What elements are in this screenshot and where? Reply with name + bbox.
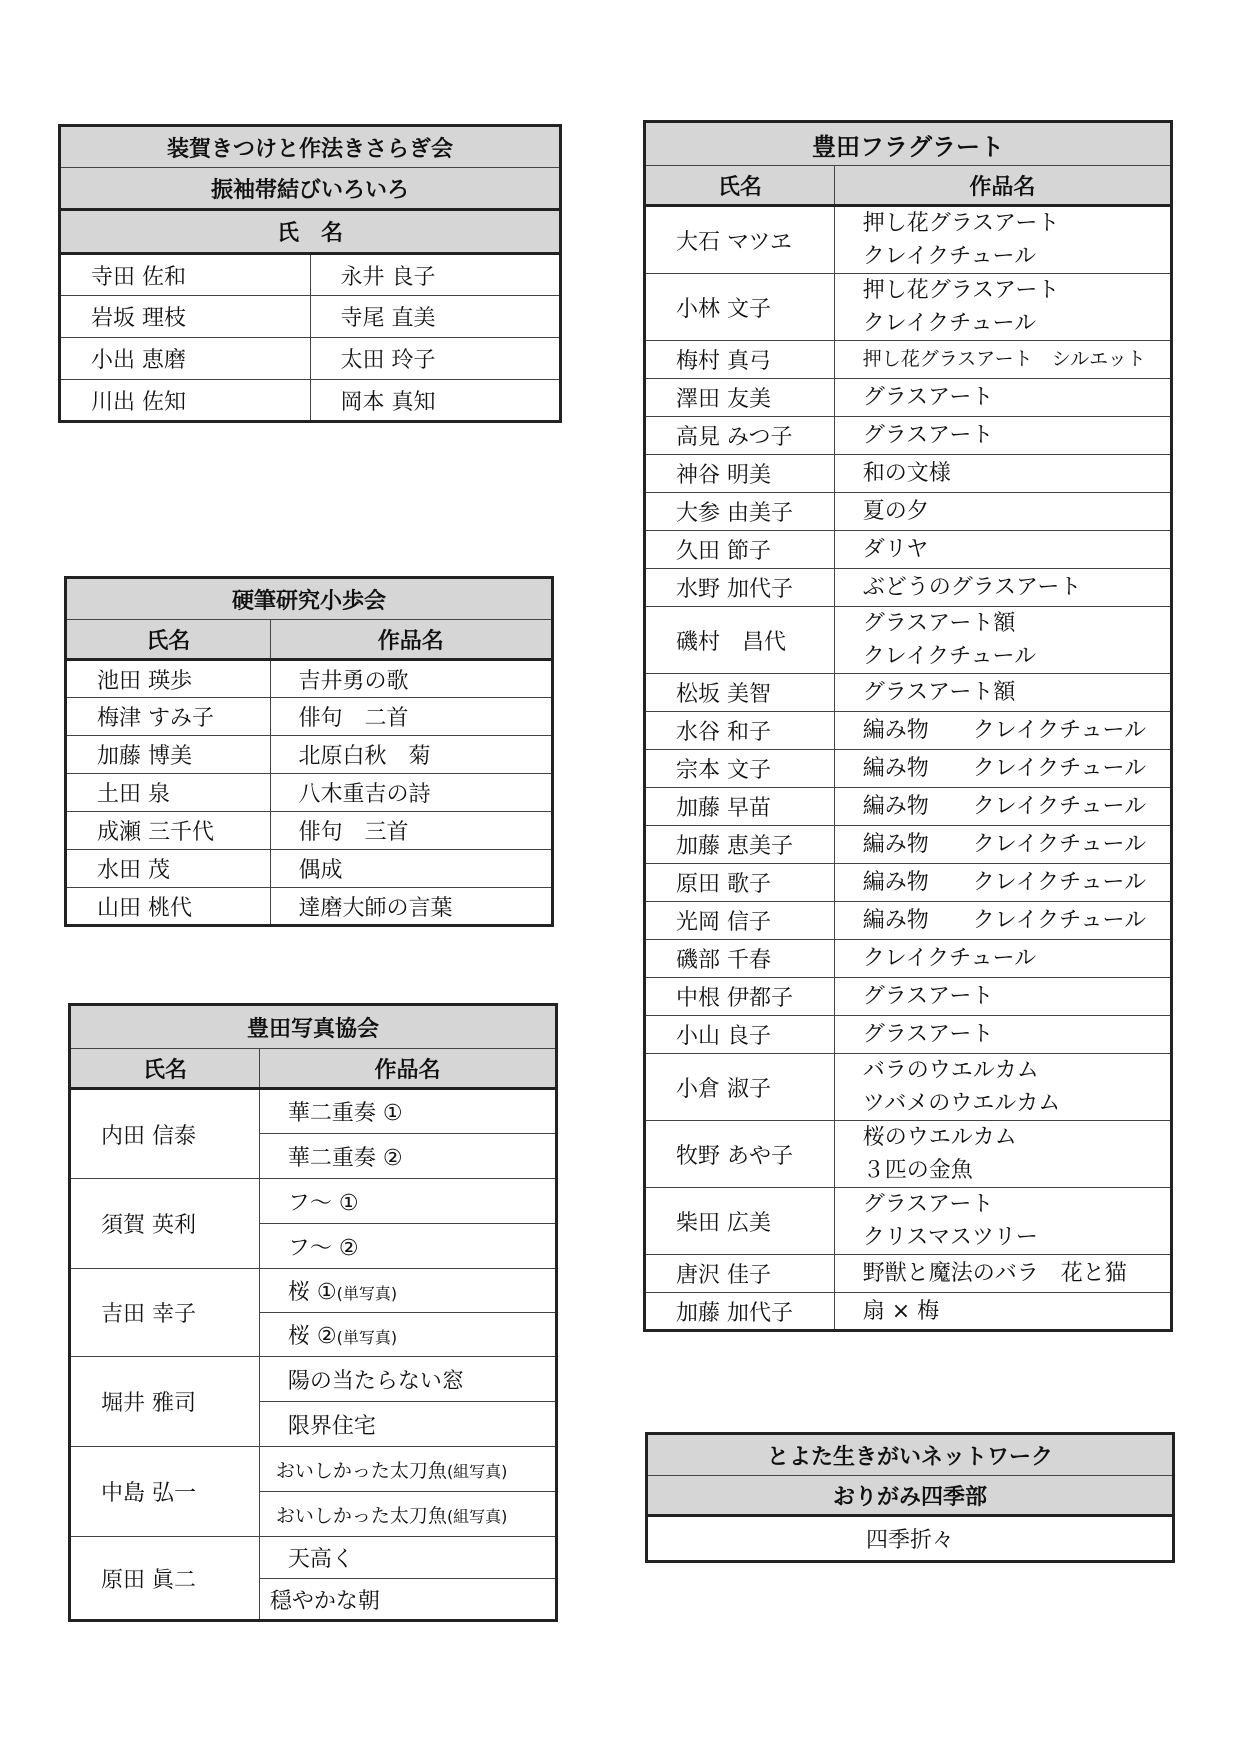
work-main: フ～ ①: [287, 1190, 359, 1216]
work-title: [834, 531, 1171, 569]
member-name: 中根 伊都子: [645, 978, 835, 1016]
work-title: 達磨大師の言葉: [270, 888, 552, 926]
table-row: [645, 274, 1172, 341]
member-name: 川出 佐知: [60, 380, 311, 422]
kitsuke-table: [58, 124, 562, 423]
member-name: 水田 茂: [66, 850, 271, 888]
member-name: 加藤 博美: [66, 736, 271, 774]
work-title: 四季折々: [647, 1516, 1174, 1562]
member-name: 加藤 加代子: [645, 1293, 835, 1331]
work-note: (組写真): [446, 1461, 508, 1481]
member-name: 太田 玲子: [310, 338, 561, 380]
work-title: [834, 674, 1171, 712]
member-name: 池田 瑛歩: [66, 660, 271, 698]
work-title: [259, 1357, 556, 1402]
work-line: 扇 × 梅: [862, 1298, 940, 1324]
table-row: [645, 607, 1172, 674]
work-title: [834, 379, 1171, 417]
work-title: [259, 1224, 556, 1269]
work-title: [259, 1579, 556, 1621]
work-title: [834, 455, 1171, 493]
work-title: 俳句 三首: [270, 812, 552, 850]
table-row: [645, 1121, 1172, 1188]
member-name: 小倉 淑子: [645, 1054, 835, 1121]
table-row: [645, 1255, 1172, 1293]
work-main: 限界住宅: [287, 1413, 376, 1439]
work-title: 俳句 二首: [270, 698, 552, 736]
work-title: [834, 1293, 1171, 1331]
work-main: 華二重奏 ①: [287, 1101, 403, 1126]
work-title: [259, 1537, 556, 1579]
member-name: 宗本 文子: [645, 750, 835, 788]
work-title: [259, 1402, 556, 1447]
photo-title: 豊田写真協会: [70, 1005, 557, 1049]
work-main: 華二重奏 ②: [287, 1145, 403, 1171]
work-line: ３匹の金魚: [862, 1158, 973, 1183]
table-row: [645, 1054, 1172, 1121]
member-name: 吉田 幸子: [70, 1269, 260, 1357]
work-title: 八木重吉の詩: [270, 774, 552, 812]
member-name: 永井 良子: [310, 254, 561, 296]
table-row: [645, 493, 1172, 531]
member-name: 岡本 真知: [310, 380, 561, 422]
table-row: [645, 978, 1172, 1016]
work-title: 北原白秋 菊: [270, 736, 552, 774]
member-name: 磯部 千春: [645, 940, 835, 978]
member-name: 大石 マツヱ: [645, 206, 835, 274]
table-row: [645, 379, 1172, 417]
table-row: [645, 826, 1172, 864]
work-line: クレイクチュール: [862, 946, 1037, 971]
kitsuke-subtitle: 振袖帯結びいろいろ: [60, 168, 561, 210]
work-line: 桜のウエルカム: [862, 1125, 1017, 1150]
work-title: [259, 1089, 556, 1134]
member-name: 磯村 昌代: [645, 607, 835, 674]
kitsuke-header-name: 氏 名: [60, 210, 561, 254]
member-name: 小山 良子: [645, 1016, 835, 1054]
work-line: ツバメのウエルカム: [862, 1091, 1061, 1116]
fragrart-title: 豊田フラグラート: [645, 122, 1172, 166]
table-row: [645, 902, 1172, 940]
work-title: [834, 493, 1171, 531]
work-title: [834, 1188, 1171, 1255]
work-title: [834, 607, 1171, 674]
work-title: [834, 569, 1171, 607]
work-line: 編み物 クレイクチュール: [862, 908, 1147, 933]
work-title: [834, 788, 1171, 826]
table-row: [645, 455, 1172, 493]
work-title: [834, 417, 1171, 455]
work-main: おいしかった太刀魚: [275, 1504, 447, 1527]
work-line: クリスマスツリー: [862, 1225, 1038, 1250]
work-line: グラスアート額: [862, 611, 1016, 636]
member-name: 小出 恵磨: [60, 338, 311, 380]
kohitsu-header-name: 氏名: [66, 620, 271, 660]
member-name: 土田 泉: [66, 774, 271, 812]
work-title: [834, 341, 1171, 379]
work-line: バラのウエルカム: [862, 1058, 1039, 1083]
member-name: 中島 弘一: [70, 1447, 260, 1537]
work-line: 編み物 クレイクチュール: [862, 718, 1147, 743]
photo-header-work: 作品名: [259, 1049, 556, 1089]
work-title: [834, 1054, 1171, 1121]
kitsuke-title: 装賀きつけと作法きさらぎ会: [60, 126, 561, 168]
work-line: 編み物 クレイクチュール: [862, 870, 1147, 895]
table-row: [645, 1188, 1172, 1255]
table-row: [645, 940, 1172, 978]
table-row: [645, 531, 1172, 569]
work-line: 押し花グラスアート: [862, 278, 1060, 303]
work-line: グラスアート: [862, 423, 994, 448]
origami-table: [645, 1432, 1175, 1563]
table-row: [645, 206, 1172, 274]
member-name: 岩坂 理枝: [60, 296, 311, 338]
member-name: 加藤 早苗: [645, 788, 835, 826]
member-name: 加藤 恵美子: [645, 826, 835, 864]
work-line: ぶどうのグラスアート: [862, 575, 1082, 600]
table-row: [645, 417, 1172, 455]
work-line: 夏の夕: [862, 499, 929, 524]
fragrart-header-work: 作品名: [834, 166, 1171, 206]
member-name: 久田 節子: [645, 531, 835, 569]
work-title: [834, 1016, 1171, 1054]
kohitsu-title: 硬筆研究小歩会: [66, 578, 553, 620]
photo-table: [68, 1003, 558, 1622]
work-main: 桜 ①: [287, 1280, 337, 1305]
work-title: [259, 1269, 556, 1313]
work-note: (組写真): [446, 1506, 508, 1526]
photo-header-name: 氏名: [70, 1049, 260, 1089]
table-row: [645, 712, 1172, 750]
table-row: [645, 674, 1172, 712]
member-name: 光岡 信子: [645, 902, 835, 940]
table-row: [645, 864, 1172, 902]
work-main: おいしかった太刀魚: [275, 1459, 447, 1482]
fragrart-table: [643, 120, 1173, 1332]
member-name: 水野 加代子: [645, 569, 835, 607]
work-line: グラスアート額: [862, 680, 1016, 705]
work-line: 野獣と魔法のバラ 花と猫: [862, 1261, 1127, 1286]
work-title: [259, 1492, 556, 1537]
member-name: 堀井 雅司: [70, 1357, 260, 1447]
work-note: (単写真): [336, 1284, 398, 1303]
member-name: 成瀬 三千代: [66, 812, 271, 850]
kohitsu-table: [64, 576, 554, 927]
work-title: [259, 1134, 556, 1179]
kohitsu-header-work: 作品名: [270, 620, 552, 660]
work-main: 穏やかな朝: [269, 1588, 380, 1614]
member-name: 須賀 英利: [70, 1179, 260, 1269]
member-name: 高見 みつ子: [645, 417, 835, 455]
work-line: 編み物 クレイクチュール: [862, 756, 1147, 781]
work-title: [834, 750, 1171, 788]
work-main: 桜 ②: [287, 1324, 337, 1349]
member-name: 梅村 真弓: [645, 341, 835, 379]
member-name: 柴田 広美: [645, 1188, 835, 1255]
member-name: 松坂 美智: [645, 674, 835, 712]
table-row: [645, 569, 1172, 607]
work-title: [834, 826, 1171, 864]
table-row: [645, 341, 1172, 379]
member-name: 寺尾 直美: [310, 296, 561, 338]
member-name: 水谷 和子: [645, 712, 835, 750]
fragrart-header-name: 氏名: [645, 166, 835, 206]
work-title: [834, 902, 1171, 940]
work-title: [259, 1447, 556, 1492]
work-main: 陽の当たらない窓: [287, 1368, 464, 1394]
work-title: [834, 206, 1171, 274]
work-main: フ～ ②: [287, 1235, 359, 1261]
work-title: [834, 940, 1171, 978]
table-row: [645, 1293, 1172, 1331]
work-line: ダリヤ: [862, 537, 929, 562]
work-title: [259, 1313, 556, 1357]
origami-subtitle: おりがみ四季部: [647, 1476, 1174, 1516]
member-name: 大参 由美子: [645, 493, 835, 531]
work-line: クレイクチュール: [862, 644, 1037, 669]
work-title: [834, 1255, 1171, 1293]
member-name: 小林 文子: [645, 274, 835, 341]
member-name: 内田 信泰: [70, 1089, 260, 1179]
work-line: 和の文様: [862, 461, 951, 486]
member-name: 寺田 佐和: [60, 254, 311, 296]
work-title: [259, 1179, 556, 1224]
work-title: [834, 864, 1171, 902]
work-line: 編み物 クレイクチュール: [862, 794, 1147, 819]
member-name: 梅津 すみ子: [66, 698, 271, 736]
work-title: [834, 274, 1171, 341]
work-title: [834, 978, 1171, 1016]
work-line: グラスアート: [862, 1022, 994, 1047]
work-line: クレイクチュール: [862, 244, 1037, 269]
work-line: グラスアート: [862, 984, 994, 1009]
member-name: 原田 歌子: [645, 864, 835, 902]
work-main: 天高く: [287, 1547, 354, 1572]
work-title: [834, 1121, 1171, 1188]
work-line: グラスアート: [862, 1192, 994, 1217]
member-name: 神谷 明美: [645, 455, 835, 493]
work-title: [834, 712, 1171, 750]
work-title: 吉井勇の歌: [270, 660, 552, 698]
table-row: [645, 1016, 1172, 1054]
member-name: 山田 桃代: [66, 888, 271, 926]
table-row: [645, 750, 1172, 788]
work-line: 押し花グラスアート: [862, 211, 1060, 236]
work-note: (単写真): [336, 1328, 398, 1347]
work-line: グラスアート: [862, 385, 994, 410]
table-row: [645, 788, 1172, 826]
member-name: 原田 眞二: [70, 1537, 260, 1621]
work-title: 偶成: [270, 850, 552, 888]
work-line: 編み物 クレイクチュール: [862, 832, 1147, 857]
member-name: 唐沢 佳子: [645, 1255, 835, 1293]
work-line: クレイクチュール: [862, 311, 1037, 336]
member-name: 牧野 あや子: [645, 1121, 835, 1188]
origami-title: とよた生きがいネットワーク: [647, 1434, 1174, 1476]
work-line: 押し花グラスアート シルエット: [862, 348, 1146, 370]
member-name: 澤田 友美: [645, 379, 835, 417]
